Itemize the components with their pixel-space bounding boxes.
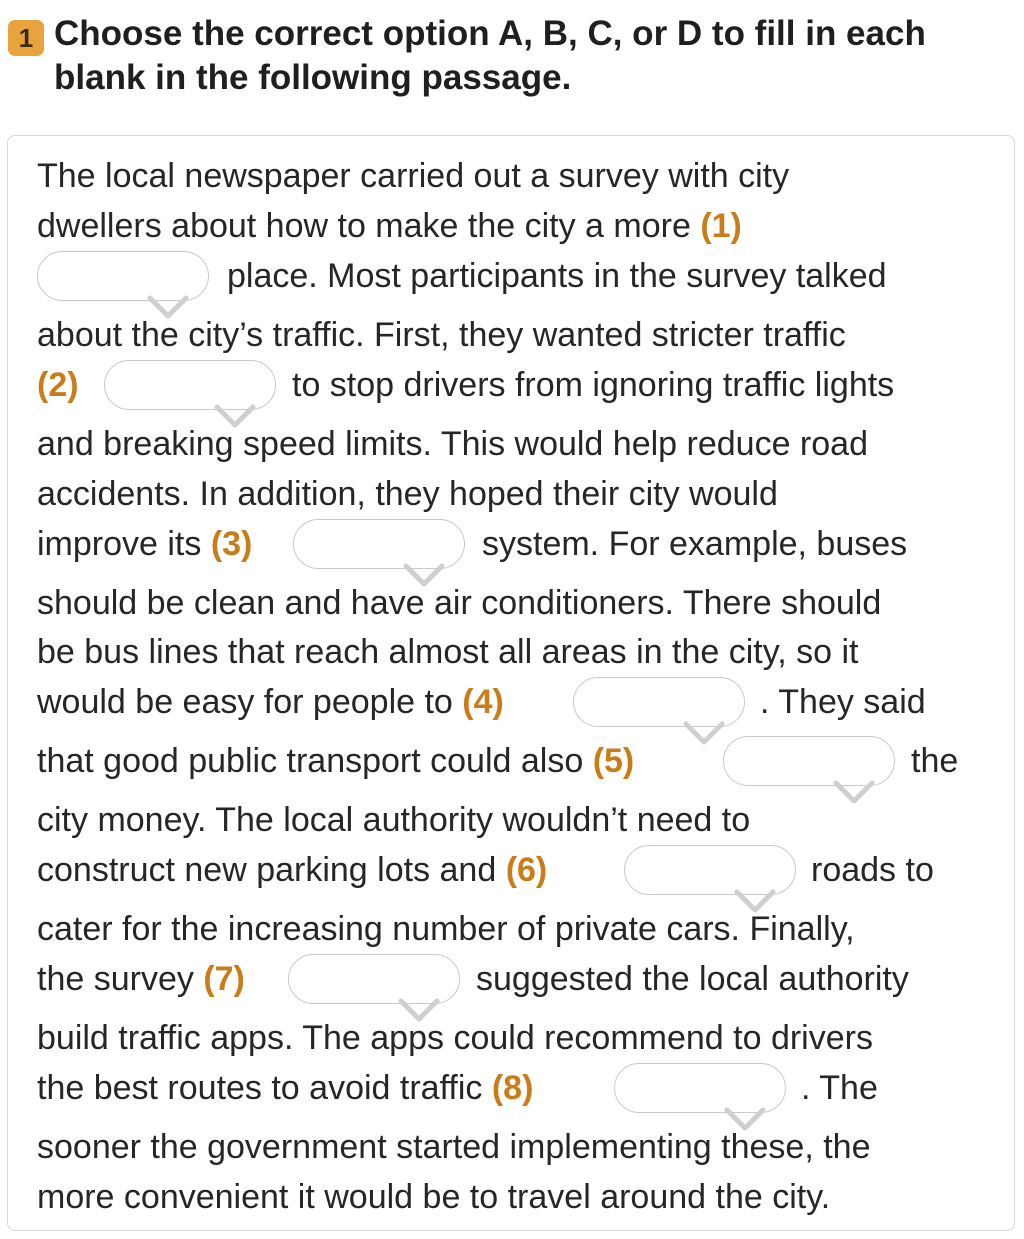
passage-line [37,682,504,722]
chevron-down-icon [682,718,726,748]
passage-text: suggested the local authority [476,960,909,998]
blank-dropdown-8[interactable] [614,1063,786,1113]
passage-line [37,632,858,672]
blank-number-7: (7) [203,960,245,998]
passage-text: be bus lines that reach almost all areas in the city, so it [37,633,859,671]
passage-line [37,959,245,999]
blank-dropdown-2[interactable] [104,360,276,410]
passage-line [37,206,742,246]
passage-line [37,365,79,405]
passage-line [37,1127,870,1167]
passage-line [37,1068,533,1108]
passage-text: . They said [760,683,926,721]
passage-line [37,909,855,949]
passage-line [37,741,634,781]
blank-number-5: (5) [592,742,635,780]
passage-text: improve its [37,525,202,563]
passage-text: would be easy for people to [37,683,453,721]
passage-text: build traffic apps. The apps could recommend to drivers [37,1019,873,1057]
blank-number-2: (2) [37,366,79,404]
blank-dropdown-5[interactable] [723,736,895,786]
passage-line [37,800,750,840]
question-instruction: Choose the correct option A, B, C, or D to fill in each blank in the following passage. [54,14,926,97]
passage-line [227,256,887,296]
passage-text: the survey [37,960,194,998]
blank-dropdown-4[interactable] [573,677,745,727]
passage-text: . The [801,1069,878,1107]
passage-text: should be clean and have air conditioners. There should [37,584,882,622]
blank-dropdown-6[interactable] [624,845,796,895]
question-number-badge-icon: 1 [8,20,44,56]
passage-text: the [911,742,959,780]
passage-line [482,524,907,564]
passage-line [292,365,894,405]
passage-line [37,583,881,623]
passage-line [37,1018,873,1058]
blank-dropdown-1[interactable] [37,251,209,301]
passage-text: cater for the increasing number of private cars. Finally, [37,910,855,948]
passage-line [37,315,846,355]
blank-number-1: (1) [700,207,742,245]
passage-line [476,959,909,999]
passage-text: construct new parking lots and [37,851,497,889]
passage-line [37,156,789,196]
blank-dropdown-7[interactable] [288,954,460,1004]
chevron-down-icon [832,777,876,807]
passage-text: dwellers about how to make the city a more [37,207,691,245]
passage-text: city money. The local authority wouldn’t need to [37,801,751,839]
passage-text: sooner the government started implementing these, the [37,1128,871,1166]
passage-text: and breaking speed limits. This would help reduce road [37,425,868,463]
blank-number-4: (4) [462,683,504,721]
passage-text: more convenient it would be to travel around the city. [37,1178,831,1216]
blank-number-3: (3) [210,525,253,563]
blank-dropdown-3[interactable] [293,519,465,569]
passage-text: The local newspaper carried out a survey with city [37,157,790,195]
passage-text: system. For example, buses [482,525,908,563]
passage-line [37,424,868,464]
passage-text: accidents. In addition, they hoped their city would [37,475,778,513]
passage-text: about the city’s traffic. First, they wanted stricter traffic [37,316,846,354]
passage-text: to stop drivers from ignoring traffic lights [292,366,895,404]
blank-number-8: (8) [491,1069,534,1107]
passage-line [37,850,547,890]
passage-text: place. Most participants in the survey talked [227,257,887,295]
passage-line [760,682,926,722]
passage-text: that good public transport could also [37,742,584,780]
passage-line [37,1177,830,1217]
passage-text: the best routes to avoid traffic [37,1069,483,1107]
passage-line [37,524,252,564]
passage-text: roads to [811,851,934,889]
passage-line [911,741,958,781]
blank-number-6: (6) [505,851,548,889]
passage-line [811,850,934,890]
passage-line [37,474,778,514]
passage-line [801,1068,878,1108]
